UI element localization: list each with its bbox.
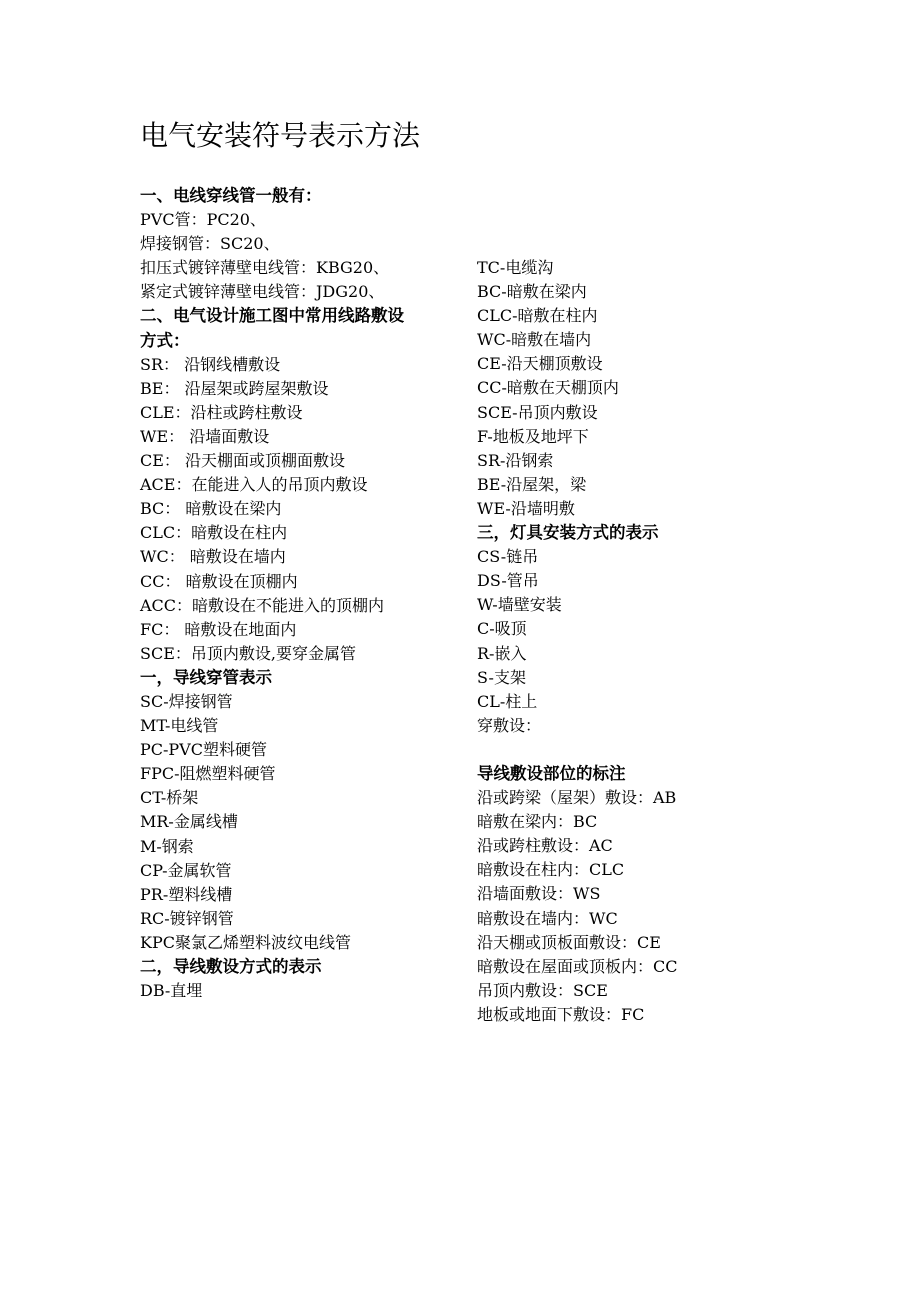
text-line: CS-链吊 xyxy=(477,547,539,567)
text-line: SR： 沿钢线槽敷设 xyxy=(140,354,281,374)
text-line: C-吸顶 xyxy=(477,619,527,639)
text-line: R-嵌入 xyxy=(477,643,527,663)
text-line: M-钢索 xyxy=(140,836,194,856)
text-line: SC-焊接钢管 xyxy=(140,691,233,711)
text-line: WE： 沿墙面敷设 xyxy=(140,426,270,446)
section-heading: 一，导线穿管表示 xyxy=(140,667,272,687)
text-line: MR-金属线槽 xyxy=(140,812,238,832)
page-title: 电气安装符号表示方法 xyxy=(140,119,421,152)
text-line: 沿墙面敷设：WS xyxy=(477,884,601,904)
text-line: RC-镀锌钢管 xyxy=(140,908,234,928)
blank-line xyxy=(477,738,777,762)
text-line: 暗敷在梁内：BC xyxy=(477,812,598,832)
section-heading: 二，导线敷设方式的表示 xyxy=(140,957,322,976)
text-line: BC： 暗敷设在梁内 xyxy=(140,499,282,519)
text-line: ACE：在能进入人的吊顶内敷设 xyxy=(140,475,368,495)
text-line: 地板或地面下敷设：FC xyxy=(477,1004,645,1024)
text-line: PVC管：PC20、 xyxy=(140,210,266,230)
text-line: CLE：沿柱或跨柱敷设 xyxy=(140,402,303,422)
text-line: CE-沿天棚顶敷设 xyxy=(477,354,603,374)
text-line: W-墙壁安装 xyxy=(477,595,562,615)
text-line: S-支架 xyxy=(477,667,526,687)
text-line: CC： 暗敷设在顶棚内 xyxy=(140,571,298,591)
text-line: 沿或跨柱敷设：AC xyxy=(477,836,613,856)
text-line: 焊接钢管：SC20、 xyxy=(140,234,280,254)
text-line: BE-沿屋架，梁 xyxy=(477,474,587,494)
text-line: CC-暗敷在天棚顶内 xyxy=(477,378,619,398)
text-line: BC-暗敷在梁内 xyxy=(477,282,587,302)
text-line: FC： 暗敷设在地面内 xyxy=(140,619,297,639)
text-line: CP-金属软管 xyxy=(140,860,232,880)
text-line: SR-沿钢索 xyxy=(477,450,554,470)
text-line: 暗敷设在柱内：CLC xyxy=(477,860,625,880)
text-line: PR-塑料线槽 xyxy=(140,884,233,904)
section-heading: 二、电气设计施工图中常用线路敷设 xyxy=(140,306,404,326)
text-line: 暗敷设在墙内：WC xyxy=(477,908,618,928)
section-heading: 三，灯具安装方式的表示 xyxy=(477,523,659,543)
text-line: 穿敷设： xyxy=(477,715,542,735)
text-line: DB-直埋 xyxy=(140,981,203,1001)
text-line: SCE：吊顶内敷设,要穿金属管 xyxy=(140,643,356,663)
text-line: BE： 沿屋架或跨屋架敷设 xyxy=(140,378,329,398)
left-column xyxy=(140,184,460,1003)
section-heading: 导线敷设部位的标注 xyxy=(477,763,626,783)
text-line: WC-暗敷在墙内 xyxy=(477,330,592,350)
text-line: PC-PVC塑料硬管 xyxy=(140,740,267,760)
text-line: 紧定式镀锌薄壁电线管：JDG20、 xyxy=(140,282,385,302)
text-line: ACC：暗敷设在不能进入的顶棚内 xyxy=(140,595,385,615)
text-line: 沿天棚或顶板面敷设：CE xyxy=(477,932,661,952)
text-line: CLC：暗敷设在柱内 xyxy=(140,523,288,543)
section-heading: 一、电线穿线管一般有： xyxy=(140,186,322,205)
text-line: DS-管吊 xyxy=(477,571,539,591)
text-line: CE： 沿天棚面或顶棚面敷设 xyxy=(140,451,346,471)
text-line: 沿或跨梁（屋架）敷设：AB xyxy=(477,788,677,808)
text-line: SCE-吊顶内敷设 xyxy=(477,402,598,422)
section-heading: 方式： xyxy=(140,330,190,350)
text-line: CLC-暗敷在柱内 xyxy=(477,306,598,326)
text-line: CT-桥架 xyxy=(140,788,199,808)
text-line: MT-电线管 xyxy=(140,716,219,736)
text-line: F-地板及地坪下 xyxy=(477,426,589,446)
text-line: TC-电缆沟 xyxy=(477,258,554,277)
text-line: 扣压式镀锌薄壁电线管：KBG20、 xyxy=(140,258,390,278)
text-line: KPC聚氯乙烯塑料波纹电线管 xyxy=(140,932,351,952)
text-line: 暗敷设在屋面或顶板内：CC xyxy=(477,956,678,976)
text-line: WE-沿墙明敷 xyxy=(477,498,575,518)
text-line: CL-柱上 xyxy=(477,691,538,711)
right-column xyxy=(477,256,777,1027)
text-line: FPC-阻燃塑料硬管 xyxy=(140,764,276,784)
text-line: WC： 暗敷设在墙内 xyxy=(140,547,286,567)
text-line: 吊顶内敷设：SCE xyxy=(477,980,608,1000)
